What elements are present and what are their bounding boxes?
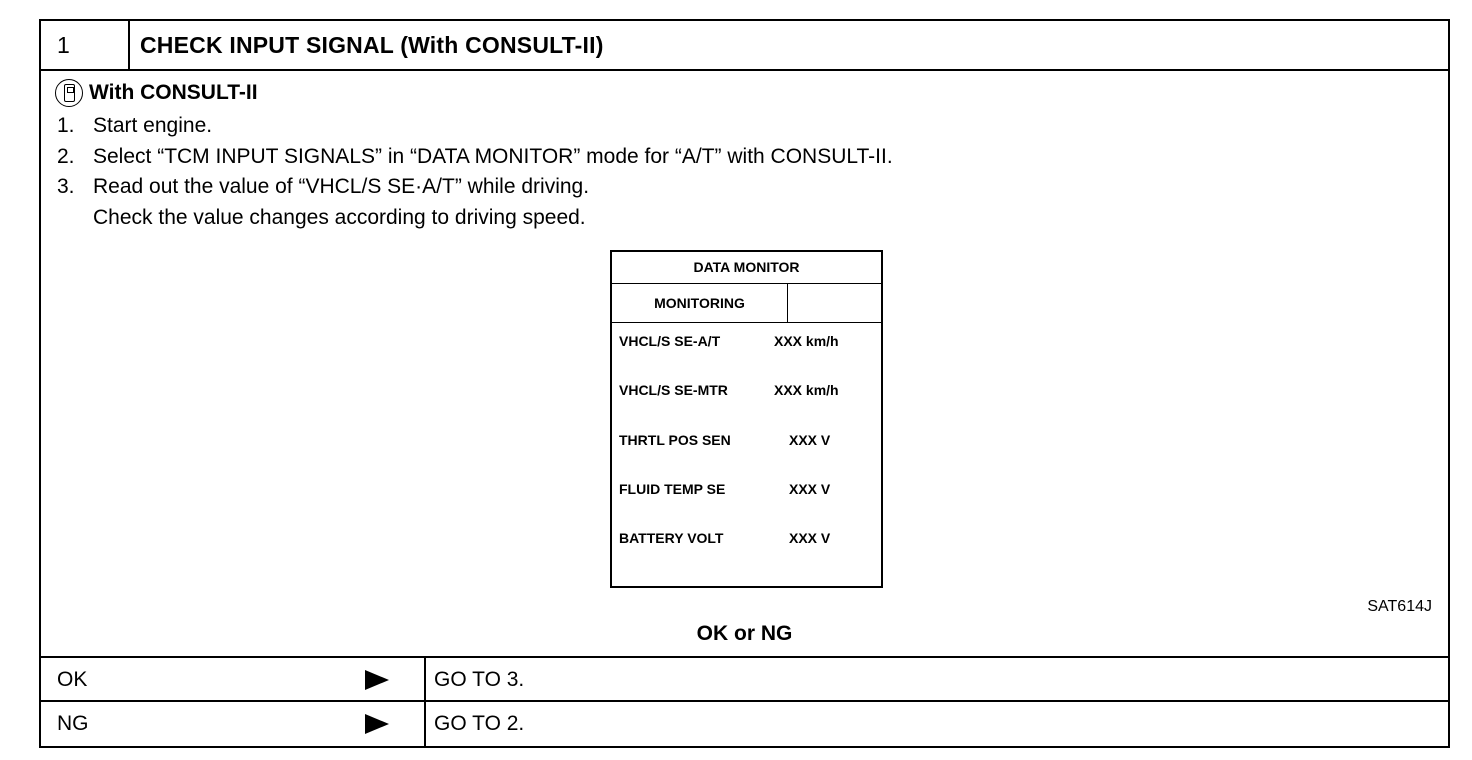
data-monitor-screen: [610, 250, 883, 588]
diagnostic-procedure-table: [39, 19, 1450, 748]
monitor-subheader: [612, 284, 881, 323]
monitoring-label: MONITORING: [612, 284, 788, 322]
monitor-item-name: BATTERY VOLT: [619, 530, 724, 546]
instruction-list: [57, 111, 893, 233]
monitor-item-name: FLUID TEMP SE: [619, 481, 726, 497]
monitor-item-value: XXX V: [789, 481, 831, 497]
instruction-item: [57, 172, 893, 203]
monitor-item-value: XXX V: [789, 530, 831, 546]
judgement-prompt: OK or NG: [696, 622, 793, 645]
consult-heading: [55, 79, 258, 107]
instruction-item: [57, 203, 893, 234]
monitor-item-name: VHCL/S SE-A/T: [619, 333, 721, 349]
result-action: GO TO 3.: [434, 668, 525, 691]
instruction-number: 3.: [57, 175, 75, 198]
arrow-right-icon: [365, 670, 389, 690]
instruction-text: Read out the value of “VHCL/S SE·A/T” while driving.: [93, 175, 590, 198]
monitor-item-name: VHCL/S SE-MTR: [619, 382, 728, 398]
monitor-row: [619, 380, 875, 400]
instruction-number: 1.: [57, 114, 75, 137]
monitor-item-value: XXX km/h: [774, 382, 839, 398]
step-body: [41, 71, 1448, 656]
instruction-text: Select “TCM INPUT SIGNALS” in “DATA MONITOR” mode for “A/T” with CONSULT-II.: [93, 144, 893, 168]
result-label: NG: [57, 712, 89, 735]
instruction-number: 2.: [57, 144, 75, 168]
figure-code: SAT614J: [1367, 598, 1432, 615]
instruction-item: [57, 111, 893, 142]
result-label: OK: [57, 668, 88, 691]
monitor-row: [619, 528, 875, 548]
monitor-item-name: THRTL POS SEN: [619, 432, 731, 448]
monitor-item-value: XXX V: [789, 432, 831, 448]
monitor-row: [619, 479, 875, 499]
result-action: GO TO 2.: [434, 712, 525, 735]
instruction-text: Start engine.: [93, 114, 213, 137]
step-number: 1: [41, 21, 130, 69]
consult-label: With CONSULT-II: [89, 81, 258, 104]
monitor-title: DATA MONITOR: [612, 252, 881, 284]
monitor-row: [619, 331, 875, 351]
instruction-text: Check the value changes according to driving speed.: [93, 205, 586, 229]
monitor-row: [619, 430, 875, 450]
consult-ii-tool-icon: [55, 79, 83, 107]
result-row-ok: [41, 656, 1448, 702]
column-divider: [424, 702, 426, 746]
step-header: [41, 21, 1448, 71]
instruction-item: [57, 142, 893, 173]
instruction-number: [57, 203, 93, 234]
step-title: CHECK INPUT SIGNAL (With CONSULT-II): [140, 32, 604, 58]
column-divider: [424, 658, 426, 702]
arrow-right-icon: [365, 714, 389, 734]
monitor-item-value: XXX km/h: [774, 333, 839, 349]
result-row-ng: [41, 700, 1448, 746]
